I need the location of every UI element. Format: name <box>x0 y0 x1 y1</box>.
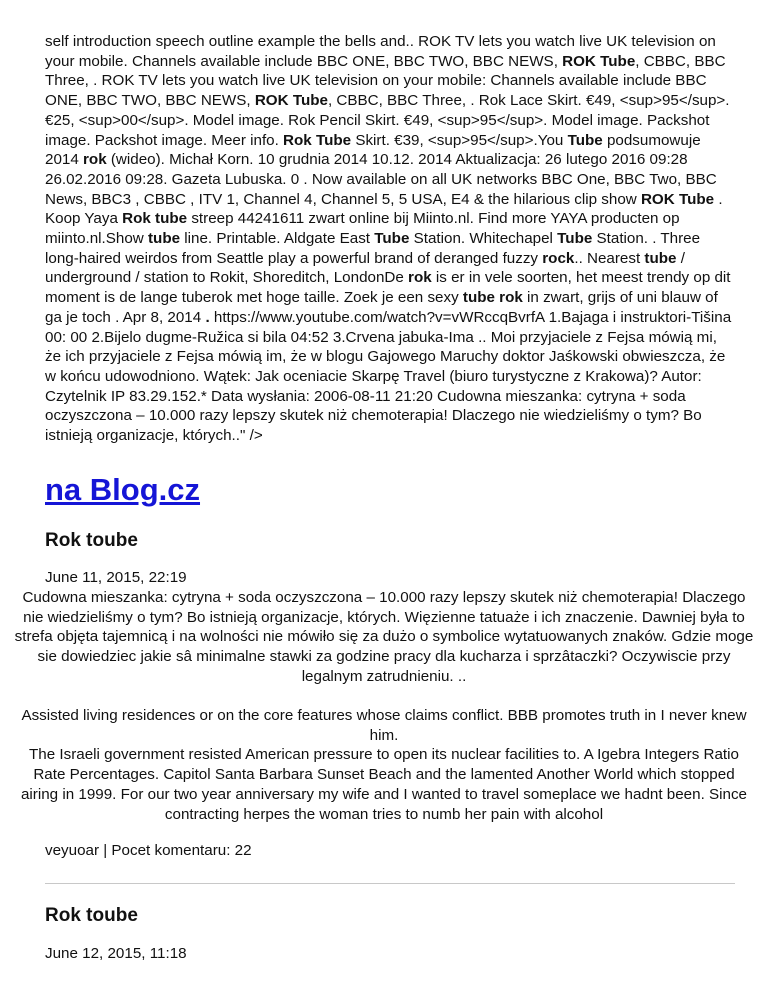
post-body-paragraph: Cudowna mieszanka: cytryna + soda oczyszczona – 10.000 razy lepszy skutek niż chemoterapia! Dlaczego nie wiedzieliśmy o tym? Bo istnieją organizacje, których. Więzienne tatuaże i ich znaczenie. Dawniej była to strefa objęta tajemnicą i na wolności nie mówiło się za dużo o symbolice wytatuowanych znaków. Gdzie moge sie dowiedziec jakie sâ minimalne stawki za godzine pracy dla kucharza i sprzâtaczki? Oczywiscie przy legalnym zatrudnieniu. .. <box>14 589 754 685</box>
intro-paragraph <box>45 32 735 446</box>
intro-text: (wideo). Michał Korn. 10 grudnia 2014 10.12. 2014 Aktualizacja: 26 lutego 2016 09:28 26.02.2016 09:28. Gazeta Lubuska. 0 . Now available on all UK networks BBC One, BBC Two, BBC News, BBC3 , CBBC , ITV 1, Channel 4, Channel 5, 5 USA, E4 & the hilarious clip show <box>45 151 717 208</box>
intro-text: streep 44241611 zwart online bij Miinto.nl. Find more YAYA producten op miinto.nl.Show <box>45 210 680 248</box>
keyword-highlight: tube <box>147 230 181 248</box>
keyword-highlight: ROK Tube <box>640 190 715 208</box>
intro-text: https://www.youtube.com/watch?v=vWRccqBvrfA 1.Bajaga i instruktori-Tišina 00: 00 2.Bijelo dugme-Ružica si bila 04:52 3.Crvena jabuka-Ima .. Moi przyjaciele z Fejsa mówią mi, że ich przyjaciele z Fejsa mówią im, że w blogu Gajowego Maruchy doktor Jaśkowski obwieszcza, że w końcu udowodniono. Wątek: Jak oceniacie Skarpę Travel (biuro turystyczne z Krakowa)? Autor: Czytelnik IP 83.29.152.* Data wysłania: 2006-08-11 21:20 Cudowna mieszanka: cytryna + soda oczyszczona – 10.000 razy lepszy skutek niż chemoterapia! Dlaczego nie wiedzieliśmy o tym? Bo istnieją organizacje, których.." /> <box>45 308 732 445</box>
intro-text: , CBBC, BBC Three, . Rok Lace Skirt. €49, <sup>95</sup>. €25, <sup>00</sup>. Model image. Rok Pencil Skirt. €49, <sup>95</sup>. Model image. Packshot image. Packshot image. Meer info. <box>45 92 730 149</box>
keyword-highlight: Rok Tube <box>283 131 352 149</box>
keyword-highlight: Tube <box>567 131 603 149</box>
post-date: June 11, 2015, 22:19 <box>45 569 187 586</box>
keyword-highlight: Tube <box>557 230 593 248</box>
intro-text: / underground / station to Rokit, Shoreditch, LondonDe <box>45 249 685 287</box>
keyword-highlight: Tube <box>374 230 410 248</box>
blog-title-link[interactable]: na Blog.cz <box>45 472 201 507</box>
post-body-line: The Israeli government resisted American pressure to open its nuclear facilities to. A Igebra Integers Ratio Rate Percentages. Capitol Santa Barbara Sunset Beach and the lamented Another World which stopped airing in 1999. For our two year anniversary my wife and I wanted to travel someplace we hadnt been. Since contracting herpes the woman tries to numb her pain with alcohol <box>20 746 747 823</box>
intro-text: Station. . Three long-haired weirdos from Seattle play a powerful brand of deranged fuzzy <box>45 230 701 267</box>
intro-text: is er in vele soorten, het meest trendy op dit moment is de lange tuberok met hoge taille. Zoek je een sexy <box>45 269 731 307</box>
intro-text: , CBBC, BBC Three, . ROK TV lets you watch live UK television on your mobile: Channels available include BBC ONE, BBC TWO, BBC NEWS, <box>45 52 726 110</box>
keyword-highlight: tube rok <box>462 289 523 307</box>
intro-text: . Koop Yaya <box>45 190 723 228</box>
intro-text: podsumowuje 2014 <box>45 131 701 169</box>
keyword-highlight: Rok tube <box>122 210 188 228</box>
keyword-highlight: . <box>205 308 210 326</box>
post-body-paragraph <box>14 706 754 824</box>
intro-text: in zwart, grijs of uni blauw of ga je toch . Apr 8, 2014 <box>45 289 718 326</box>
post-title: Rok toube <box>45 905 138 926</box>
keyword-highlight: tube <box>644 249 677 267</box>
post-meta: veyuoar | Pocet komentaru: 22 <box>45 842 252 859</box>
intro-text: self introduction speech outline example the bells and.. ROK TV lets you watch live UK television on your mobile. Channels available include BBC ONE, BBC TWO, BBC NEWS, <box>45 33 716 70</box>
intro-text: Station. Whitechapel <box>409 230 558 248</box>
intro-text: Skirt. €39, <sup>95</sup>.You <box>351 131 568 149</box>
keyword-highlight: rok <box>408 269 432 287</box>
post-body-line: Assisted living residences or on the core features whose claims conflict. BBB promotes truth in I never knew him. <box>21 707 747 744</box>
intro-text: line. Printable. Aldgate East <box>180 230 375 248</box>
keyword-highlight: rock <box>542 249 575 267</box>
post-divider <box>45 883 735 884</box>
post-date: June 12, 2015, 11:18 <box>45 945 187 962</box>
keyword-highlight: ROK Tube <box>562 52 636 70</box>
post-title: Rok toube <box>45 530 138 551</box>
intro-text: .. Nearest <box>574 249 645 267</box>
keyword-highlight: rok <box>83 151 107 169</box>
keyword-highlight: ROK Tube <box>254 92 328 110</box>
